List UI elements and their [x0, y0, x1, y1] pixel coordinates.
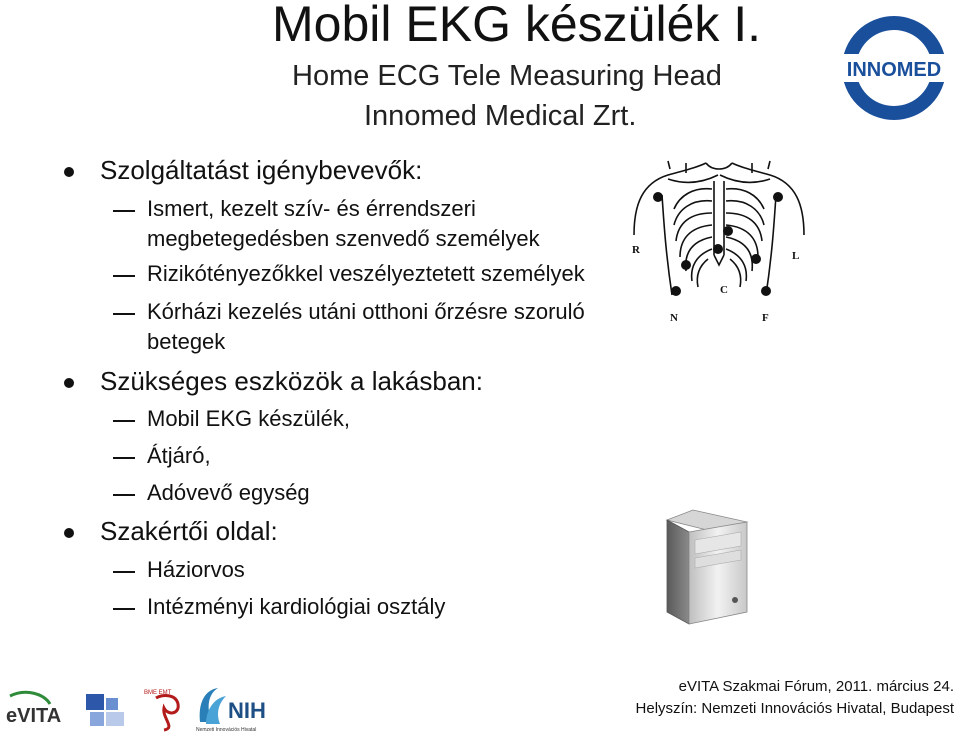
ecg-label-r: R — [632, 244, 640, 256]
footer-event: eVITA Szakmai Fórum, 2011. március 24. — [678, 678, 954, 695]
electrode-icon — [723, 226, 733, 236]
list-item-continued: megbetegedésben szenvedő személyek — [147, 226, 540, 251]
dash-icon — [113, 313, 135, 315]
ecg-label-f: F — [762, 312, 769, 324]
electrode-icon — [751, 254, 761, 264]
footer-location: Helyszín: Nemzeti Innovációs Hivatal, Budapest — [635, 700, 954, 717]
electrode-icon — [653, 192, 663, 202]
dash-icon — [113, 494, 135, 496]
slide-subtitle-company: Innomed Medical Zrt. — [364, 100, 637, 132]
computer-tower-icon — [663, 508, 753, 626]
list-item: Átjáró, — [147, 443, 211, 468]
ecg-label-l: L — [792, 250, 800, 262]
electrode-icon — [713, 244, 723, 254]
evita-logo — [4, 690, 80, 728]
list-item: Rizikótényezőkkel veszélyeztetett személyek — [147, 261, 585, 286]
dash-icon — [113, 210, 135, 212]
ecg-label-c: C — [720, 284, 728, 296]
bullet-icon — [64, 167, 74, 177]
bme-emt-logo — [142, 684, 184, 732]
dash-icon — [113, 457, 135, 459]
ecg-electrode-diagram — [628, 155, 810, 325]
electrode-icon — [671, 286, 681, 296]
section-heading: Szakértői oldal: — [100, 516, 278, 546]
electrode-icon — [681, 260, 691, 270]
nih-logo-subtext: Nemzeti Innovációs Hivatal — [196, 727, 257, 732]
evita-logo-text: eVITA — [6, 705, 62, 727]
bullet-icon — [64, 378, 74, 388]
dash-icon — [113, 571, 135, 573]
list-item: Háziorvos — [147, 557, 245, 582]
dash-icon — [113, 420, 135, 422]
list-item: Kórházi kezelés utáni otthoni őrzésre szoruló — [147, 299, 585, 324]
electrode-icon — [761, 286, 771, 296]
university-logo — [84, 692, 128, 730]
list-item: Ismert, kezelt szív- és érrendszeri — [147, 196, 476, 221]
dash-icon — [113, 275, 135, 277]
section-heading: Szolgáltatást igénybevevők: — [100, 155, 423, 185]
electrode-icon — [773, 192, 783, 202]
dash-icon — [113, 608, 135, 610]
list-item-continued: betegek — [147, 329, 226, 354]
slide-subtitle: Home ECG Tele Measuring Head — [292, 60, 722, 92]
list-item: Adóvevő egység — [147, 480, 310, 505]
innomed-logo-text: INNOMED — [846, 59, 942, 81]
ecg-label-n: N — [670, 312, 678, 324]
list-item: Intézményi kardiológiai osztály — [147, 594, 446, 619]
nih-logo-text: NIH — [228, 698, 266, 723]
innomed-logo — [838, 12, 950, 124]
list-item: Mobil EKG készülék, — [147, 406, 350, 431]
section-heading: Szükséges eszközök a lakásban: — [100, 366, 483, 396]
nih-logo — [194, 684, 278, 732]
bme-emt-logo-text: BME EMT — [144, 690, 172, 696]
bullet-icon — [64, 528, 74, 538]
slide-title: Mobil EKG készülék I. — [272, 0, 762, 52]
